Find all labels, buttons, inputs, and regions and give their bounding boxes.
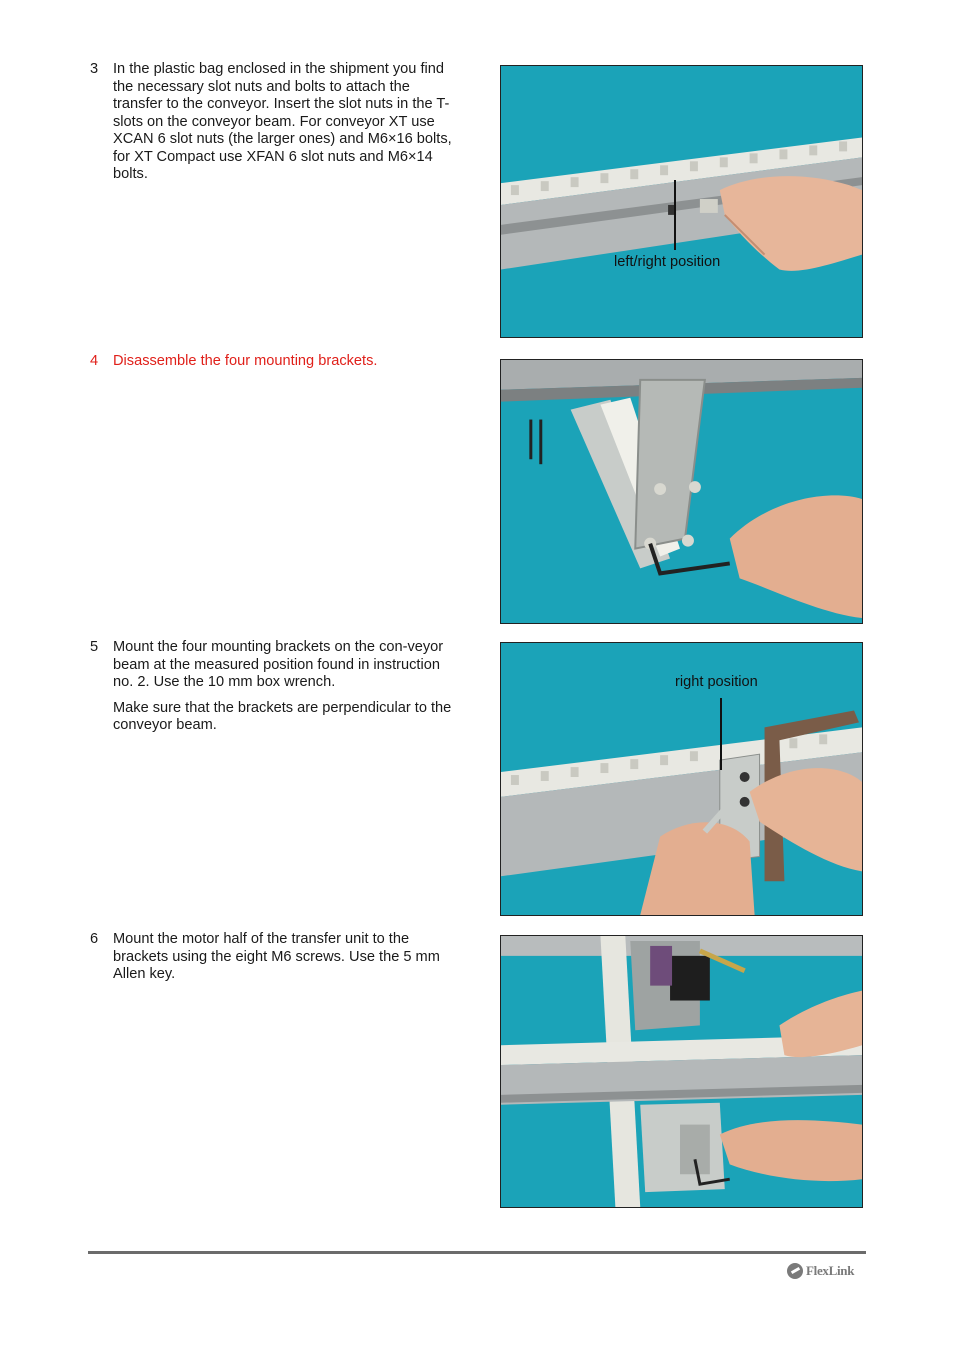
photo-disassemble-brackets bbox=[500, 359, 863, 624]
footer-rule bbox=[88, 1251, 866, 1254]
step-5 bbox=[90, 639, 462, 743]
photo-mount-motor-half bbox=[500, 935, 863, 1208]
step-4 bbox=[90, 353, 462, 379]
flexlink-logo bbox=[787, 1263, 854, 1279]
step-text: Mount the four mounting brackets on the con-veyor beam at the measured position found in instruction no. 2. Use the 10 mm box wrench. bbox=[113, 639, 444, 690]
step-6 bbox=[90, 931, 462, 992]
logo-text: FlexLink bbox=[806, 1263, 855, 1278]
step-number: 4 bbox=[90, 353, 99, 369]
step-3 bbox=[90, 61, 462, 192]
callout-line bbox=[720, 698, 722, 770]
step-note: Make sure that the brackets are perpendicular to the conveyor beam. bbox=[113, 699, 452, 733]
flexlink-logo-icon bbox=[787, 1263, 803, 1279]
step-number: 3 bbox=[90, 61, 99, 77]
step-text: Mount the motor half of the transfer unit to the brackets using the eight M6 screws. Use the 5 mm Allen key. bbox=[113, 931, 440, 982]
photo-slot-nuts bbox=[500, 65, 863, 338]
step-number: 5 bbox=[90, 639, 99, 655]
step-number: 6 bbox=[90, 931, 99, 947]
callout-left-right-position: left/right position bbox=[614, 254, 721, 270]
step-text: In the plastic bag enclosed in the shipment you find the necessary slot nuts and bolts to attach the transfer to the conveyor. Insert the slot nuts in the T-slots on the conveyor beam. For conveyor XT use XCAN 6 slot nuts (the larger ones) and M6×16 bolts, for XT Compact use XFAN 6 slot nuts and M6×14 bolts. bbox=[113, 61, 452, 182]
callout-line bbox=[674, 180, 676, 250]
step-text: Disassemble the four mounting brackets. bbox=[113, 353, 378, 369]
callout-right-position: right position bbox=[675, 674, 758, 690]
